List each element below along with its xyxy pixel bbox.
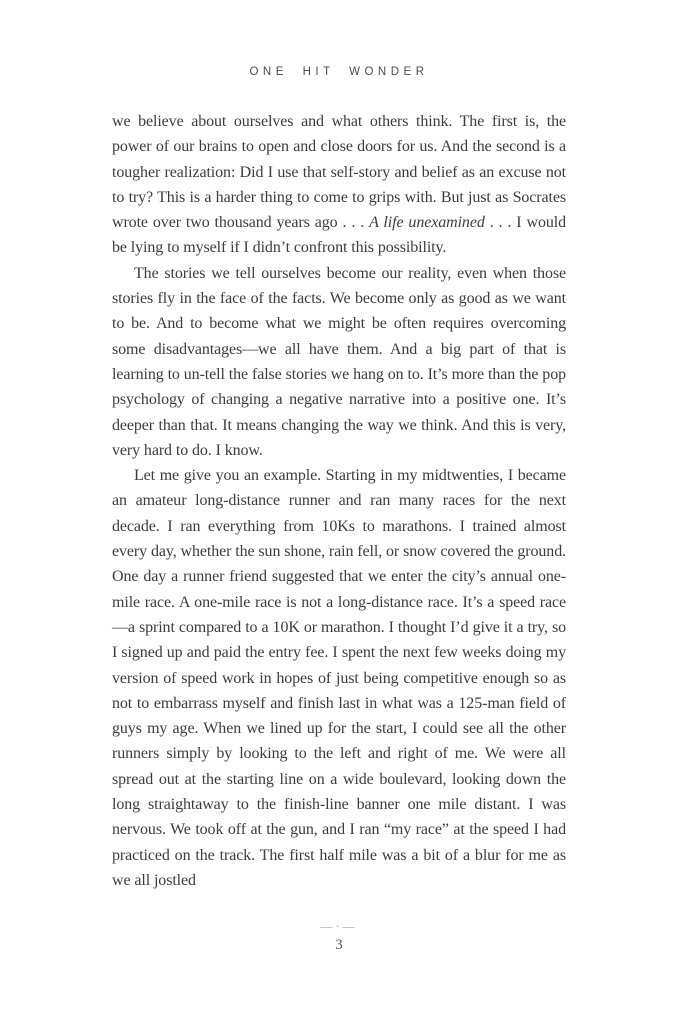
paragraph	[112, 463, 566, 893]
text-segment: Let me give you an example. Starting in my midtwenties, I became an amateur long-distance runner and ran many races for the next decade. I ran everything from 10Ks to marathons. I trained almost every day, whether the sun shone, rain fell, or snow covered the ground. One day a runner friend suggested that we enter the city’s annual one-mile race. A one-mile race is not a long-distance race. It’s a speed race—a sprint compared to a 10K or marathon. I thought I’d give it a try, so I signed up and paid the entry fee. I spent the next few weeks doing my version of speed work in hopes of just being competitive enough so as not to embarrass myself and finish last in what was a 125-man field of guys my age. When we lined up for the start, I could see all the other runners simply by looking to the left and right of me. We were all spread out at the starting line on a wide boulevard, looking down the long straightaway to the finish-line banner one mile distant. I was nervous. We took off at the gun, and I ran “my race” at the speed I had practiced on the track. The first half mile was a bit of a blur for me as we all jostled	[112, 467, 566, 889]
text-segment: we believe about ourselves and what others think. The first is, the power of our brains to open and close doors for us. And the second is a tougher realization: Did I use that self-story and belief as an excuse not to try? This is a harder thing to come to grips with. But just as Socrates wrote over two thousand years ago . . .	[112, 113, 566, 232]
paragraph	[112, 109, 566, 261]
text-segment: The stories we tell ourselves become our reality, even when those stories fly in the face of the facts. We become only as good as we want to be. And to become what we might be often requires overcoming some disadvantages—we all have them. And a big part of that is learning to un-tell the false stories we hang on to. It’s more than the pop psychology of changing a negative narrative into a positive one. It’s deeper than that. It means changing the way we think. And this is very, very hard to do. I know.	[112, 264, 566, 459]
footer-divider-ornament-icon: —·—	[320, 919, 358, 933]
paragraph	[112, 261, 566, 463]
italic-phrase: A life unexamined	[369, 214, 485, 232]
running-head: ONE HIT WONDER	[249, 66, 429, 78]
text-segment: . . . I would be lying to myself if I didn’t confront this possibility.	[112, 214, 566, 257]
page-number: 3	[335, 937, 343, 953]
page-footer	[0, 919, 678, 954]
page-body	[112, 109, 566, 893]
